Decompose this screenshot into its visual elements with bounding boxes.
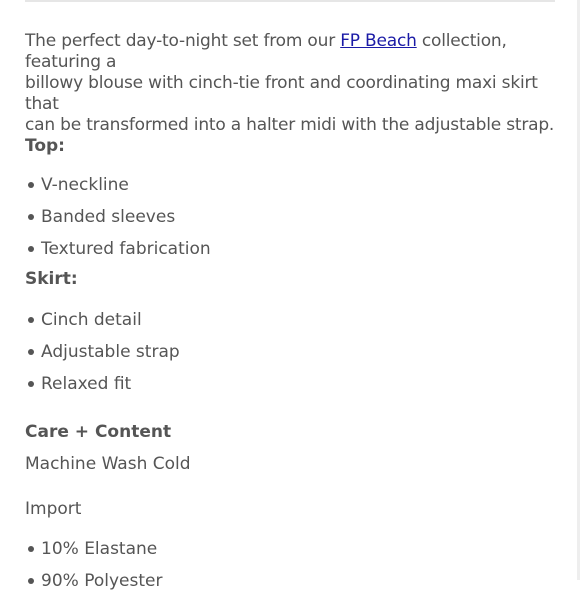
description-line-3: can be transformed into a halter midi with the adjustable strap. [25, 115, 555, 135]
materials-list [25, 533, 565, 597]
list-item-label: Textured fabrication [41, 239, 211, 259]
list-item-label: 90% Polyester [41, 571, 163, 591]
list-item-label: Banded sleeves [41, 207, 176, 227]
top-divider [25, 0, 555, 2]
bullet-icon [28, 246, 34, 252]
list-item-label: V-neckline [41, 175, 129, 195]
list-item [25, 336, 565, 368]
bullet-icon [28, 381, 34, 387]
fp-beach-link[interactable]: FP Beach [340, 31, 417, 51]
bullet-icon [28, 349, 34, 355]
top-heading: Top: [25, 136, 65, 156]
list-item-label: Adjustable strap [41, 342, 180, 362]
list-item [25, 533, 565, 565]
care-content-heading: Care + Content [25, 422, 172, 442]
skirt-heading: Skirt: [25, 269, 78, 289]
bullet-icon [28, 546, 34, 552]
wash-instructions: Machine Wash Cold [25, 454, 191, 474]
list-item [25, 233, 565, 265]
list-item [25, 565, 565, 597]
bullet-icon [28, 317, 34, 323]
description-text-before-link: The perfect day-to-night set from our [25, 31, 341, 51]
skirt-features-list [25, 304, 565, 400]
bullet-icon [28, 578, 34, 584]
list-item-label: Relaxed fit [41, 374, 132, 394]
list-item [25, 201, 565, 233]
list-item [25, 169, 565, 201]
list-item [25, 368, 565, 400]
list-item [25, 304, 565, 336]
product-description [25, 31, 565, 136]
origin-text: Import [25, 499, 82, 519]
list-item-label: Cinch detail [41, 310, 142, 330]
description-text-after-link: collection, featuring a [25, 31, 507, 72]
bullet-icon [28, 182, 34, 188]
description-line-2: billowy blouse with cinch-tie front and coordinating maxi skirt that [25, 73, 538, 114]
bullet-icon [28, 214, 34, 220]
product-details [25, 31, 565, 597]
top-features-list [25, 169, 565, 265]
list-item-label: 10% Elastane [41, 539, 158, 559]
